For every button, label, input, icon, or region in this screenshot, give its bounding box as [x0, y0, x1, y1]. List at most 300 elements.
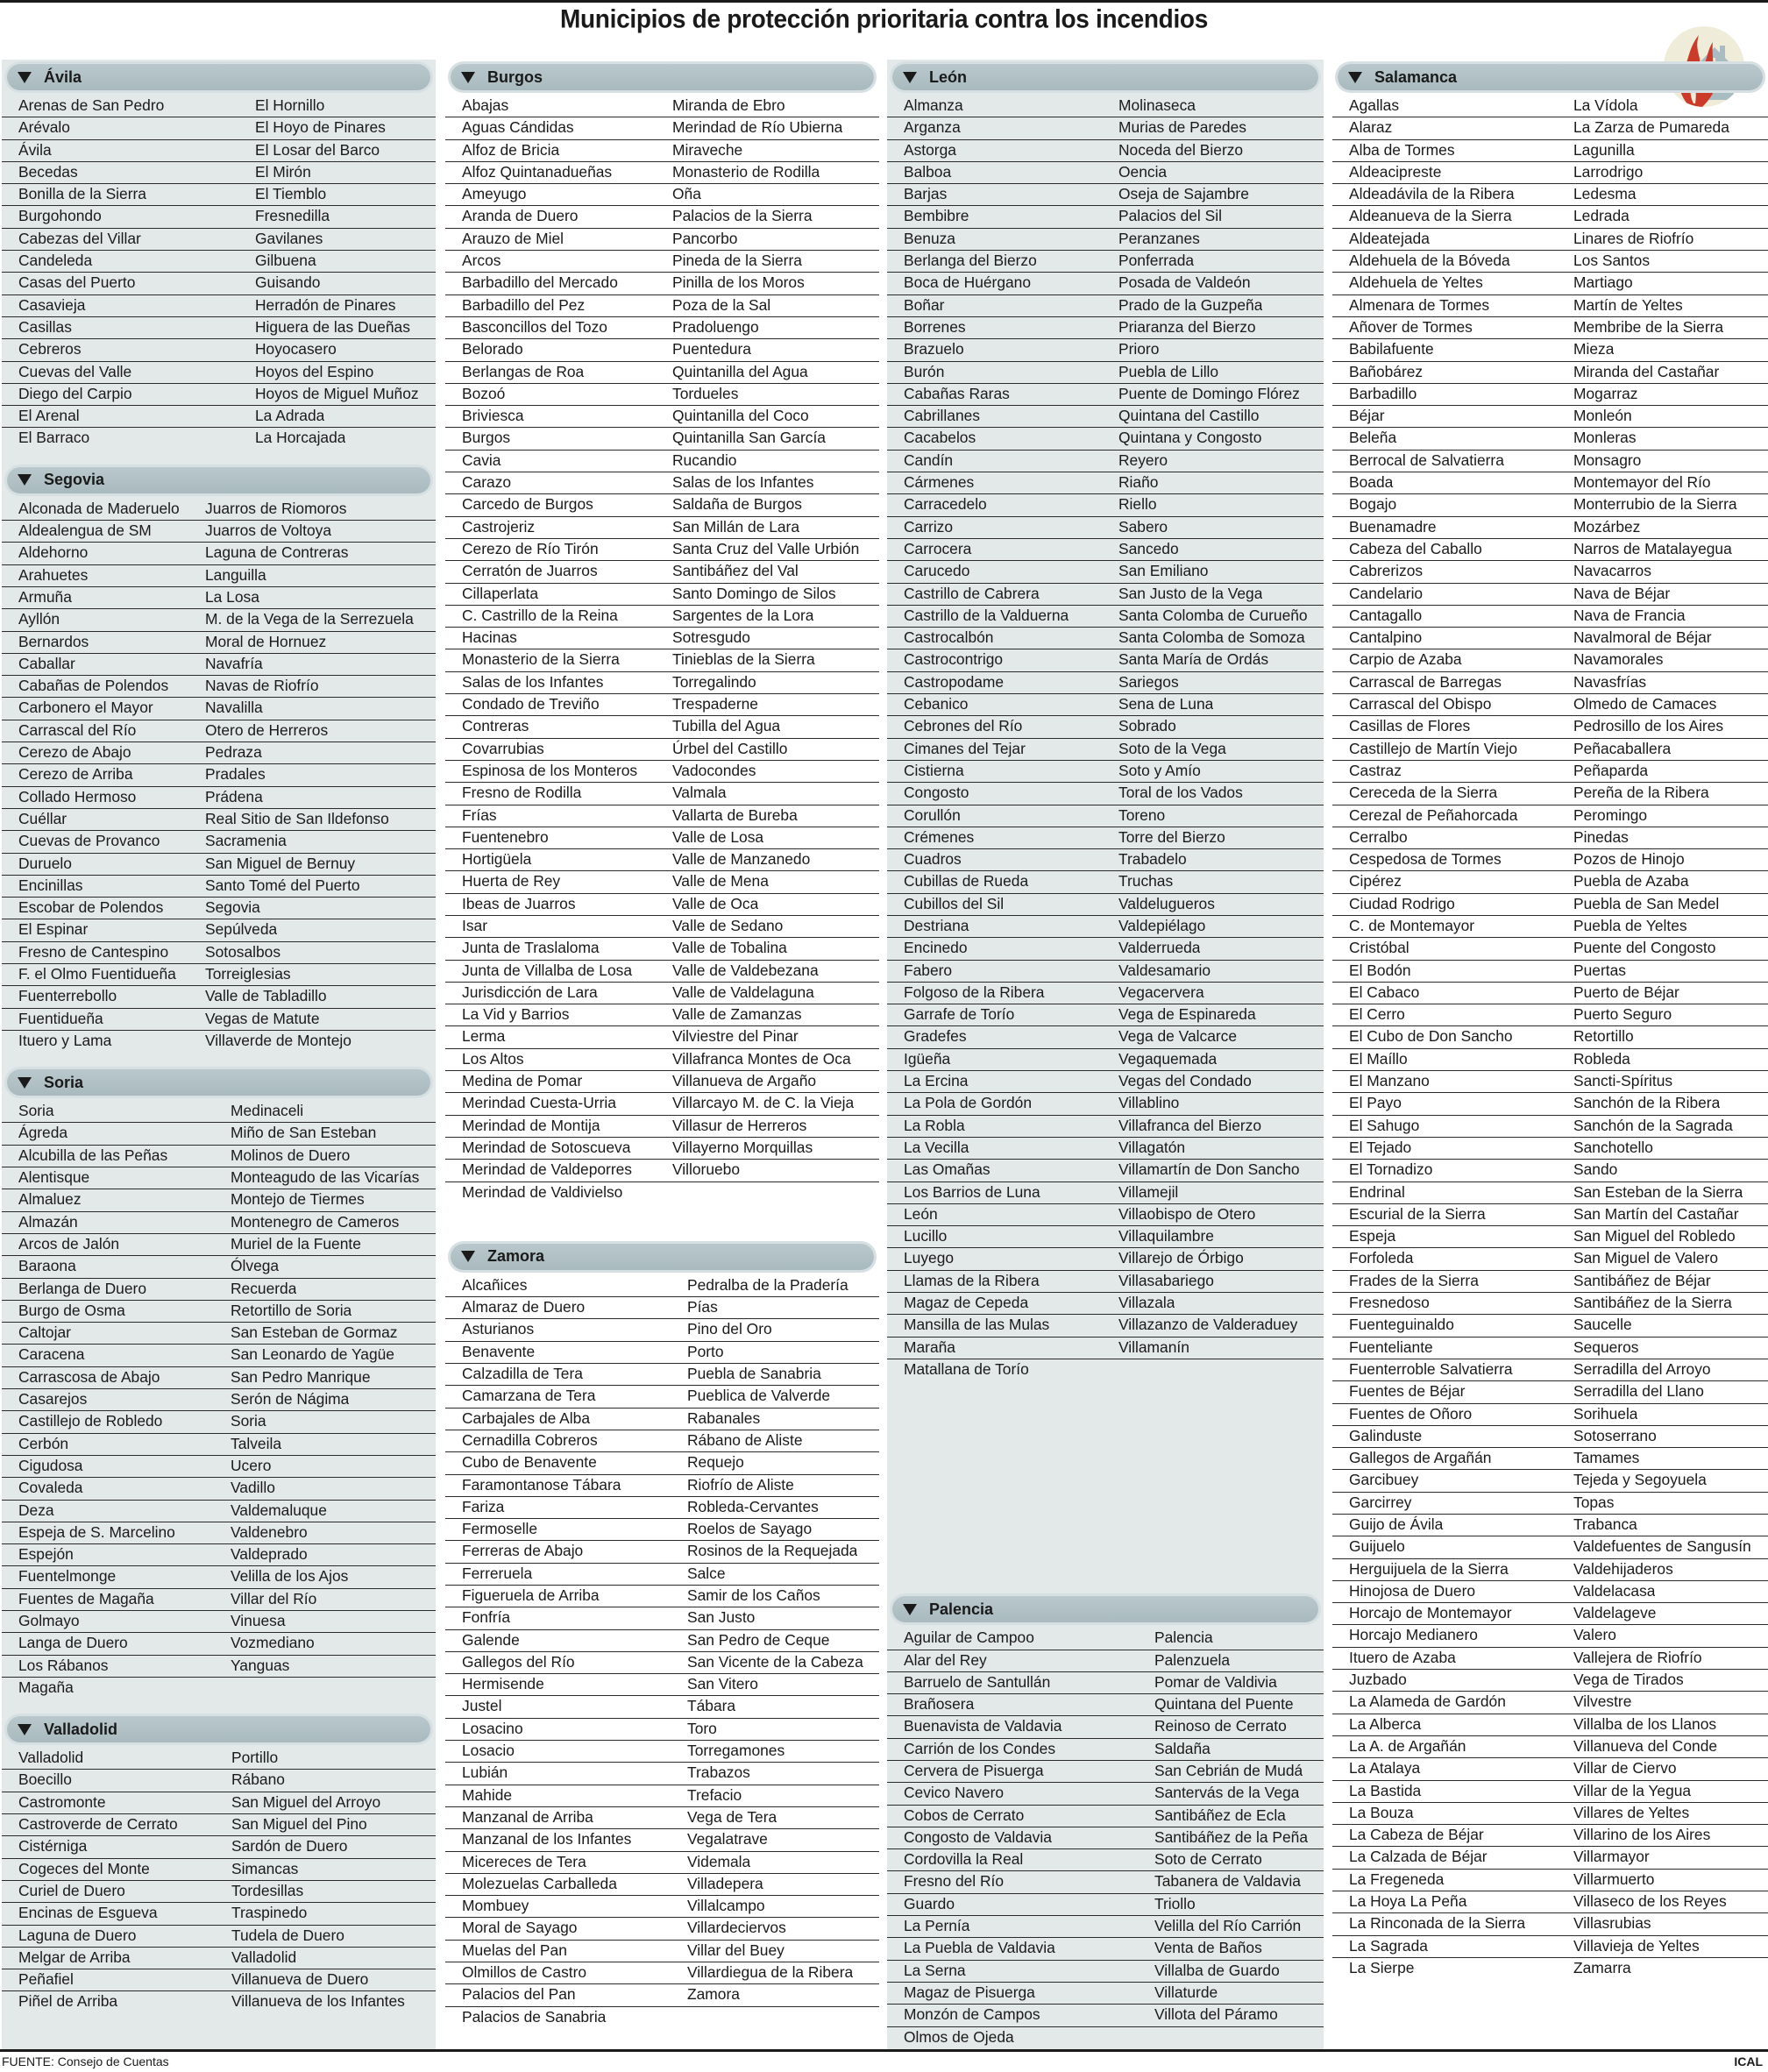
municipality-name: La Serna — [904, 1961, 966, 1979]
municipality-name: Alar del Rey — [904, 1650, 987, 1669]
municipality-name: F. el Olmo Fuentidueña — [18, 964, 176, 983]
list-row — [1332, 1625, 1768, 1647]
section-header-salamanca — [1338, 64, 1763, 90]
column-1 — [2, 60, 436, 2049]
municipality-name: Membribe de la Sierra — [1573, 317, 1724, 336]
list-row — [445, 716, 879, 738]
list-row — [1332, 1581, 1768, 1603]
municipality-name: Carrascal del Río — [18, 720, 137, 739]
list-row — [887, 1827, 1324, 1849]
list-row — [2, 698, 436, 720]
municipality-name: Venta de Baños — [1154, 1939, 1262, 1957]
municipality-name: Guijuelo — [1349, 1537, 1405, 1556]
municipality-name: Muriel de la Fuente — [231, 1234, 361, 1252]
municipality-name: Boca de Huérgano — [904, 273, 1032, 292]
municipality-name: Torre del Bierzo — [1118, 827, 1225, 846]
municipality-name: Lucillo — [904, 1227, 948, 1245]
list-row — [1332, 1182, 1768, 1204]
municipality-name: Languilla — [205, 565, 266, 584]
municipality-name: Aldehuela de la Bóveda — [1349, 252, 1510, 270]
municipality-name: Duruelo — [18, 854, 72, 872]
municipality-name: Las Omañas — [904, 1160, 991, 1179]
municipality-name: Villarino de los Aires — [1573, 1826, 1711, 1844]
municipality-list — [2, 96, 436, 451]
municipality-list — [1332, 96, 1768, 1980]
municipality-name: Deza — [18, 1501, 54, 1519]
section-title: Burgos — [487, 67, 543, 86]
municipality-name: Manzanal de los Infantes — [462, 1830, 632, 1848]
municipality-name: Sotresgudo — [672, 628, 750, 647]
list-row — [2, 1411, 436, 1433]
list-row — [2, 1501, 436, 1522]
list-row — [2, 295, 436, 317]
list-row — [2, 1031, 436, 1053]
municipality-name: Yanguas — [231, 1656, 290, 1674]
municipality-name: Valdesamario — [1118, 961, 1211, 979]
municipality-name: Hermisende — [462, 1675, 544, 1693]
list-row — [2, 1814, 436, 1836]
municipality-name: Murias de Paredes — [1118, 118, 1246, 137]
municipality-name: Villanueva de Duero — [231, 1970, 369, 1989]
list-row — [887, 1806, 1324, 1827]
municipality-name: Alentisque — [18, 1168, 90, 1187]
municipality-name: Monleras — [1573, 429, 1637, 447]
municipality-name: San Millán de Lara — [672, 517, 800, 536]
municipality-name: Almenara de Tormes — [1349, 295, 1490, 314]
municipality-name: Topas — [1573, 1493, 1615, 1511]
municipality-name: Briviesca — [462, 407, 524, 425]
list-row — [2, 1881, 436, 1903]
municipality-name: Galende — [462, 1630, 520, 1649]
municipality-name: Aguilar de Campoo — [904, 1629, 1034, 1647]
list-row — [1332, 827, 1768, 849]
municipality-name: Pradales — [205, 765, 266, 784]
municipality-name: Almanza — [904, 96, 963, 114]
municipality-name: Toro — [687, 1719, 717, 1737]
municipality-name: Salas de los Infantes — [672, 473, 814, 492]
municipality-name — [656, 1182, 672, 1204]
list-row — [1332, 1248, 1768, 1270]
list-row — [2, 184, 436, 206]
municipality-name: Casavieja — [18, 295, 86, 314]
municipality-name: Valle de Losa — [672, 827, 764, 846]
municipality-name: Valdemaluque — [231, 1501, 327, 1519]
list-row — [2, 1345, 436, 1366]
municipality-name: Sena de Luna — [1118, 695, 1214, 713]
municipality-name: Barjas — [904, 185, 948, 203]
municipality-name: M. de la Vega de la Serrezuela — [205, 610, 414, 628]
municipality-name: Sanchón de la Sagrada — [1573, 1116, 1733, 1134]
municipality-name: Castromonte — [18, 1792, 106, 1811]
municipality-name: Miraveche — [672, 140, 743, 159]
list-row — [887, 1849, 1324, 1871]
municipality-name: Cillaperlata — [462, 584, 538, 602]
municipality-name: Bogajo — [1349, 495, 1397, 514]
list-row — [1332, 494, 1768, 516]
column-3 — [887, 60, 1324, 2049]
municipality-name: Villalba de los Llanos — [1573, 1714, 1717, 1733]
municipality-name: La Puebla de Valdavia — [904, 1939, 1055, 1957]
municipality-name: El Sahugo — [1349, 1116, 1420, 1134]
list-row — [2, 986, 436, 1008]
municipality-name: Cubillos del Sil — [904, 894, 1005, 912]
municipality-name: Cabañas Raras — [904, 384, 1010, 402]
municipality-name: La Pernía — [904, 1917, 970, 1935]
list-row — [445, 1674, 879, 1696]
list-row — [445, 1160, 879, 1181]
municipality-name: Fuentes de Béjar — [1349, 1382, 1466, 1401]
municipality-name: Castrocalbón — [904, 628, 994, 647]
municipality-name: Villavieja de Yeltes — [1573, 1936, 1700, 1955]
municipality-name: San Esteban de Gormaz — [231, 1323, 398, 1342]
municipality-name: La Ercina — [904, 1072, 969, 1090]
municipality-name: La Adrada — [255, 407, 325, 425]
list-row — [445, 1386, 879, 1408]
municipality-name: Villazala — [1118, 1294, 1175, 1312]
column-2 — [445, 60, 879, 2049]
municipality-name: Miranda del Castañar — [1573, 362, 1720, 380]
list-row — [1332, 1648, 1768, 1670]
municipality-name: Valle de Tabladillo — [205, 987, 327, 1005]
list-row — [1332, 1404, 1768, 1426]
municipality-name: Fresno de Cantespino — [18, 942, 169, 961]
list-row — [1332, 1381, 1768, 1403]
list-row — [1332, 184, 1768, 206]
municipality-name: Villarmuerto — [1573, 1870, 1655, 1888]
municipality-name: Ólvega — [231, 1257, 280, 1275]
municipality-name: Vegalatrave — [687, 1830, 768, 1848]
municipality-name: Fresno del Río — [904, 1872, 1005, 1891]
section-header-segovia — [7, 467, 430, 493]
municipality-name: Cerezo de Río Tirón — [462, 539, 599, 557]
municipality-name: Castraz — [1349, 761, 1402, 779]
municipality-name: La Sierpe — [1349, 1958, 1415, 1976]
list-row — [445, 472, 879, 494]
list-row — [887, 649, 1324, 671]
municipality-name: Santo Tomé del Puerto — [205, 876, 360, 894]
top-rule — [0, 0, 1768, 3]
list-row — [445, 406, 879, 428]
municipality-name: Alfoz de Bricia — [462, 140, 560, 159]
list-row — [445, 1918, 879, 1940]
list-row — [445, 1763, 879, 1785]
municipality-name: Llamas de la Ribera — [904, 1271, 1040, 1289]
municipality-name: Monzón de Campos — [904, 2005, 1040, 2024]
list-row — [2, 1456, 436, 1478]
list-row — [1332, 1204, 1768, 1226]
municipality-name: Santibáñez de Ecla — [1154, 1806, 1286, 1824]
municipality-name: Juarros de Voltoya — [205, 522, 332, 540]
municipality-name: Boada — [1349, 473, 1394, 492]
municipality-name: Villalba de Guardo — [1154, 1961, 1280, 1979]
municipality-name: Valdenebro — [231, 1522, 308, 1541]
municipality-name: Merindad de Valdeporres — [462, 1160, 632, 1179]
municipality-name: Crémenes — [904, 827, 975, 846]
list-row — [2, 742, 436, 764]
list-row — [445, 451, 879, 472]
list-row — [2, 1656, 436, 1678]
list-row — [1332, 295, 1768, 317]
municipality-name: Recuerda — [231, 1279, 297, 1297]
municipality-name: Saldaña de Burgos — [672, 495, 802, 514]
municipality-name: Riello — [1118, 495, 1157, 514]
municipality-name: Fonfría — [462, 1608, 511, 1627]
list-row — [1332, 1071, 1768, 1093]
list-row — [1332, 229, 1768, 251]
list-row — [2, 1903, 436, 1925]
municipality-name: Valero — [1573, 1626, 1616, 1644]
municipality-name: Peñaparda — [1573, 761, 1649, 779]
list-row — [2, 1234, 436, 1256]
municipality-name: Monsagro — [1573, 451, 1642, 469]
municipality-name: C. de Montemayor — [1349, 916, 1475, 934]
municipality-name: Cubo de Benavente — [462, 1453, 597, 1472]
list-row — [887, 451, 1324, 472]
municipality-name: Simancas — [231, 1859, 299, 1877]
municipality-name: Astorga — [904, 140, 956, 159]
municipality-name: Villar del Río — [231, 1589, 317, 1607]
municipality-name: Trefacio — [687, 1785, 742, 1804]
municipality-name: Espeja — [1349, 1227, 1396, 1245]
municipality-name: Soto de la Vega — [1118, 739, 1226, 757]
list-row — [1332, 1692, 1768, 1714]
list-row — [887, 472, 1324, 494]
municipality-name: Carracedelo — [904, 495, 987, 514]
list-row — [2, 1926, 436, 1948]
list-row — [445, 1719, 879, 1741]
section-header-leon — [892, 64, 1318, 90]
municipality-name: Valle de Mena — [672, 872, 769, 891]
municipality-name: Palenzuela — [1154, 1650, 1231, 1669]
list-row — [1332, 1536, 1768, 1558]
municipality-name: Sancedo — [1118, 539, 1179, 557]
municipality-name: Hoyos del Espino — [255, 362, 374, 380]
municipality-name: Castrocontrigo — [904, 650, 1004, 669]
municipality-name: San Esteban de la Sierra — [1573, 1182, 1743, 1201]
list-row — [887, 761, 1324, 783]
municipality-name: La Cabeza de Béjar — [1349, 1826, 1484, 1844]
municipality-name: Pedrosillo de los Aires — [1573, 717, 1724, 735]
list-row — [887, 1248, 1324, 1270]
municipality-name: Sotosalbos — [205, 942, 281, 961]
list-row — [2, 1009, 436, 1031]
municipality-name: Ferreruela — [462, 1564, 533, 1582]
municipality-name: Navalilla — [205, 699, 263, 717]
municipality-name: Torregalindo — [672, 672, 756, 691]
municipality-name: Golmayo — [18, 1612, 80, 1629]
triangle-down-icon — [1348, 72, 1362, 83]
municipality-name: Micereces de Tera — [462, 1852, 586, 1870]
list-row — [1332, 1891, 1768, 1913]
list-row — [887, 140, 1324, 162]
list-row — [2, 942, 436, 964]
municipality-name: Molinaseca — [1118, 96, 1196, 114]
list-row — [887, 1338, 1324, 1359]
list-row — [887, 251, 1324, 273]
list-row — [2, 1633, 436, 1655]
municipality-name: Villalcampo — [687, 1897, 765, 1915]
municipality-name: Fuenterroble Salvatierra — [1349, 1359, 1513, 1378]
municipality-name: Cristóbal — [1349, 939, 1409, 957]
list-row — [1332, 1758, 1768, 1780]
municipality-name: Villaquilambre — [1118, 1227, 1214, 1245]
municipality-name: Carbonero el Mayor — [18, 699, 153, 717]
list-row — [445, 1541, 879, 1563]
list-row — [887, 1938, 1324, 1960]
column-4 — [1332, 60, 1768, 2049]
list-row — [2, 1323, 436, 1345]
municipality-name: Folgoso de la Ribera — [904, 983, 1045, 1001]
list-row — [1332, 983, 1768, 1004]
list-row — [887, 428, 1324, 450]
section-title: Palencia — [929, 1600, 994, 1618]
municipality-name: Vegacervera — [1118, 983, 1204, 1001]
municipality-name: Arauzo de Miel — [462, 229, 564, 247]
province-soria — [2, 1069, 436, 1699]
municipality-name: Burgo de Osma — [18, 1301, 125, 1319]
municipality-name: Santa Colomba de Somoza — [1118, 628, 1305, 647]
list-row — [2, 117, 436, 139]
municipality-name: Arcos de Jalón — [18, 1234, 120, 1252]
municipality-name: Santo Domingo de Silos — [672, 584, 836, 602]
municipality-name: Condado de Treviño — [462, 695, 600, 713]
municipality-name: Covaleda — [18, 1479, 83, 1497]
list-row — [1332, 1338, 1768, 1359]
list-row — [445, 251, 879, 273]
list-row — [887, 894, 1324, 916]
municipality-name: Valle de Zamanzas — [672, 1005, 802, 1024]
list-row — [1332, 1293, 1768, 1315]
municipality-name: Villaseco de los Reyes — [1573, 1892, 1727, 1911]
municipality-name: San Vitero — [687, 1675, 758, 1693]
list-row — [2, 632, 436, 654]
municipality-name: Santa Colomba de Curueño — [1118, 606, 1308, 624]
list-row — [2, 206, 436, 228]
municipality-name: Barbadillo — [1349, 384, 1417, 402]
list-row — [887, 1293, 1324, 1315]
municipality-name: Aldeacipreste — [1349, 162, 1442, 181]
municipality-name: Real Sitio de San Ildefonso — [205, 809, 389, 827]
municipality-name: Villayerno Morquillas — [672, 1138, 813, 1156]
municipality-name: Mozárbez — [1573, 517, 1641, 536]
list-row — [1332, 1116, 1768, 1138]
municipality-name: Santervás de la Vega — [1154, 1784, 1300, 1802]
municipality-name: Congosto de Valdavia — [904, 1827, 1052, 1846]
list-row — [445, 1071, 879, 1093]
list-row — [1332, 1026, 1768, 1048]
municipality-name: Benavente — [462, 1342, 536, 1360]
list-row — [445, 162, 879, 184]
list-row — [887, 1761, 1324, 1783]
municipality-name: Ledesma — [1573, 185, 1637, 203]
municipality-name: Puebla de Azaba — [1573, 872, 1689, 891]
municipality-name: Ucero — [231, 1456, 272, 1474]
municipality-name: Cerezo de Arriba — [18, 765, 133, 784]
municipality-name: Quintanilla del Agua — [672, 362, 808, 380]
list-row — [1332, 539, 1768, 561]
list-row — [1332, 140, 1768, 162]
section-title: Salamanca — [1374, 67, 1458, 86]
municipality-name: Quintanilla San García — [672, 429, 826, 447]
municipality-name: San Miguel del Pino — [231, 1815, 367, 1834]
municipality-name: Carrascal del Obispo — [1349, 695, 1492, 713]
list-row — [2, 521, 436, 543]
municipality-name: Villasrubias — [1573, 1914, 1651, 1933]
municipality-name: San Cebrián de Mudá — [1154, 1762, 1303, 1779]
municipality-name: Benuza — [904, 229, 955, 247]
list-row — [445, 871, 879, 893]
municipality-name: Huerta de Rey — [462, 872, 561, 891]
municipality-name: Peromingo — [1573, 805, 1648, 824]
municipality-name: San Miguel de Valero — [1573, 1249, 1718, 1267]
municipality-name: Riaño — [1118, 473, 1159, 492]
municipality-name: Curiel de Duero — [18, 1881, 125, 1899]
municipality-name: Buenavista de Valdavia — [904, 1717, 1062, 1735]
municipality-name: Velilla del Río Carrión — [1154, 1917, 1302, 1935]
list-row — [445, 140, 879, 162]
municipality-name: Hortigüela — [462, 850, 532, 869]
municipality-name: Aldealengua de SM — [18, 522, 152, 540]
municipality-name: Prado de la Guzpeña — [1118, 295, 1263, 314]
municipality-name: Sabero — [1118, 517, 1168, 536]
municipality-name: Valle de Manzanedo — [672, 850, 811, 869]
municipality-name: Castroverde de Cerrato — [18, 1815, 178, 1834]
municipality-name: Figueruela de Arriba — [462, 1586, 600, 1604]
municipality-name: Valdeprado — [231, 1545, 308, 1564]
municipality-name: Berlanga de Duero — [18, 1279, 146, 1297]
list-row — [445, 1364, 879, 1386]
list-row — [887, 561, 1324, 583]
municipality-name: Cistérniga — [18, 1837, 88, 1856]
municipality-name: Escobar de Polendos — [18, 898, 164, 917]
municipality-name: Magaña — [18, 1678, 74, 1696]
municipality-name: Pozos de Hinojo — [1573, 850, 1685, 869]
list-row — [887, 96, 1324, 117]
list-row — [2, 1189, 436, 1211]
municipality-name: Navamorales — [1573, 650, 1664, 669]
list-row — [445, 1026, 879, 1048]
list-row — [887, 1894, 1324, 1916]
list-row — [1332, 1913, 1768, 1935]
municipality-name: Puebla de Sanabria — [687, 1365, 821, 1383]
municipality-name: Palencia — [1154, 1629, 1213, 1647]
list-row — [2, 1678, 436, 1699]
municipality-name: Los Barrios de Luna — [904, 1182, 1040, 1201]
municipality-name: Molezuelas Carballeda — [462, 1874, 617, 1892]
municipality-name: Valle de Oca — [672, 894, 759, 912]
municipality-name: La Calzada de Béjar — [1349, 1848, 1488, 1866]
municipality-name: Villafranca Montes de Oca — [672, 1049, 851, 1068]
list-row — [887, 1271, 1324, 1293]
municipality-name: Prádena — [205, 787, 263, 805]
municipality-name: Fermoselle — [462, 1520, 538, 1538]
municipality-name: Serradilla del Arroyo — [1573, 1359, 1711, 1378]
section-title: León — [929, 67, 967, 86]
municipality-name: Congosto — [904, 784, 969, 802]
municipality-name: Fuentes de Oñoro — [1349, 1404, 1473, 1423]
municipality-name: Olmedo de Camaces — [1573, 695, 1717, 713]
municipality-name: Luyego — [904, 1249, 955, 1267]
municipality-name: Sacramenia — [205, 832, 287, 850]
municipality-name: Pedraza — [205, 743, 262, 762]
municipality-name: Abajas — [462, 96, 509, 114]
municipality-name: El Maíllo — [1349, 1049, 1408, 1068]
municipality-name: Valladolid — [18, 1749, 84, 1767]
municipality-name: Merindad de Valdivielso — [462, 1182, 623, 1201]
municipality-name: Toral de los Vados — [1118, 784, 1243, 802]
municipality-name: Hinojosa de Duero — [1349, 1581, 1476, 1600]
list-row — [1332, 871, 1768, 893]
